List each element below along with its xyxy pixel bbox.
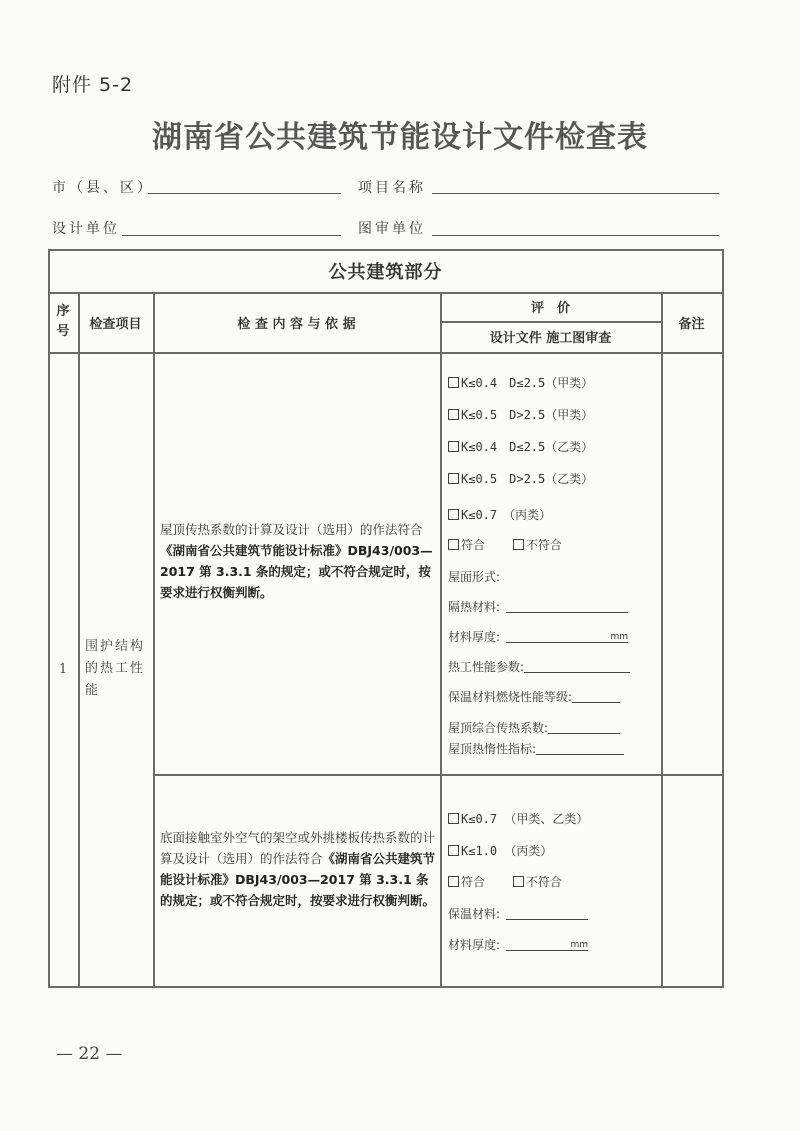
roof-option-2[interactable]: K≤0.5 D>2.5（甲类） [448,406,593,423]
roof-remark-cell[interactable] [662,353,722,774]
checkbox-icon[interactable] [448,473,459,484]
roof-comply-options [448,536,562,553]
floor-option-2[interactable]: K≤1.0 （丙类） [448,842,552,859]
roof-thickness-row: 材料厚度: mm [448,630,629,644]
floor-requirement-normal: 底面接触室外空气的架空或外挑楼板传热系数的计算及设计（选用）的作法符合 [160,830,436,866]
attachment-label: 附件 5-2 [52,74,134,96]
roof-thermal-row: 热工性能参数: [448,658,630,675]
header-content: 检 查 内 容 与 依 据 [237,316,356,332]
roof-thickness-field[interactable]: mm [506,630,628,643]
design-unit-label: 设计单位 [52,221,120,237]
roof-option-4[interactable]: K≤0.5 D>2.5（乙类） [448,470,593,487]
floor-not-comply-checkbox[interactable]: 不符合 [513,875,562,889]
roof-requirement-bold: 《湖南省公共建筑节能设计标准》DBJ43/003—2017 第 3.3.1 条的规定；或不符合规定时，按要求进行权衡判断。 [160,543,433,600]
roof-thermal-field[interactable] [524,660,630,673]
header-item: 检查项目 [89,316,142,332]
roof-inertia-row: 屋顶热惰性指标: [448,740,624,757]
checkbox-icon[interactable] [448,377,459,388]
checkbox-icon[interactable] [448,509,459,520]
floor-thickness-field[interactable]: mm [506,938,588,951]
roof-u-field[interactable] [548,721,620,734]
row-seq: 1 [58,661,68,677]
document-title: 湖南省公共建筑节能设计文件检查表 [152,120,648,155]
table-border-right [722,249,724,988]
header-evaluation: 评 价 [530,301,570,316]
floor-insulation-field[interactable] [506,907,588,920]
floor-insulation-row: 保温材料: [448,905,588,922]
roof-option-1[interactable]: K≤0.4 D≤2.5（甲类） [448,374,593,391]
roof-inertia-field[interactable] [536,742,624,755]
roof-option-3[interactable]: K≤0.4 D≤2.5（乙类） [448,438,593,455]
checkbox-icon[interactable] [513,539,524,550]
checkbox-icon[interactable] [448,876,459,887]
table-divider [78,292,80,988]
roof-fire-field[interactable] [572,690,620,703]
roof-insulation-field[interactable] [506,600,628,613]
row-item [85,352,149,986]
header-remark: 备注 [678,316,705,332]
table-divider [153,774,723,776]
city-field[interactable] [148,193,341,194]
header-seq-line2: 号 [56,324,70,339]
roof-insulation-row: 隔热材料: [448,598,628,615]
roof-fire-row: 保温材料燃烧性能等级: [448,688,620,705]
project-name-label: 项目名称 [358,180,426,196]
section-title: 公共建筑部分 [328,261,443,283]
roof-not-comply-checkbox[interactable]: 不符合 [513,538,562,552]
header-seq-line1: 序 [56,304,70,319]
checkbox-icon[interactable] [448,539,459,550]
city-label: 市（县、区） [52,180,154,196]
review-unit-label: 图审单位 [358,221,426,237]
roof-form-label: 屋面形式: [448,570,501,584]
roof-option-5[interactable]: K≤0.7 （丙类） [448,506,551,523]
project-name-field[interactable] [432,193,719,194]
table-divider [48,352,723,354]
page-number: — 22 — [56,1044,123,1064]
table-divider [153,292,155,988]
roof-requirement-text [160,519,436,603]
floor-comply-options [448,873,562,890]
header-eval-sub: 设计文件 施工图审查 [489,331,612,346]
floor-option-1[interactable]: K≤0.7 （甲类、乙类） [448,810,588,827]
floor-thickness-row: 材料厚度: mm [448,938,589,952]
design-unit-field[interactable] [122,235,341,236]
floor-remark-cell[interactable] [662,775,722,986]
roof-comply-checkbox[interactable]: 符合 [448,538,485,552]
floor-requirement-bold: 《湖南省公共建筑节能设计标准》DBJ43/003—2017 第 3.3.1 条的规定；或不符合规定时，按要求进行权衡判断。 [160,851,436,908]
roof-u-row: 屋顶综合传热系数: [448,719,620,736]
checkbox-icon[interactable] [513,876,524,887]
checkbox-icon[interactable] [448,813,459,824]
checkbox-icon[interactable] [448,409,459,420]
checkbox-icon[interactable] [448,441,459,452]
checkbox-icon[interactable] [448,845,459,856]
table-border-bottom [48,986,723,988]
table-divider [440,292,442,988]
header-seq [48,292,78,352]
floor-comply-checkbox[interactable]: 符合 [448,875,485,889]
row-item-text: 围护结构的热工性能 [85,639,146,698]
review-unit-field[interactable] [432,235,719,236]
roof-requirement-normal: 屋顶传热系数的计算及设计（选用）的作法符合 [160,522,423,537]
floor-requirement-text [160,827,436,911]
